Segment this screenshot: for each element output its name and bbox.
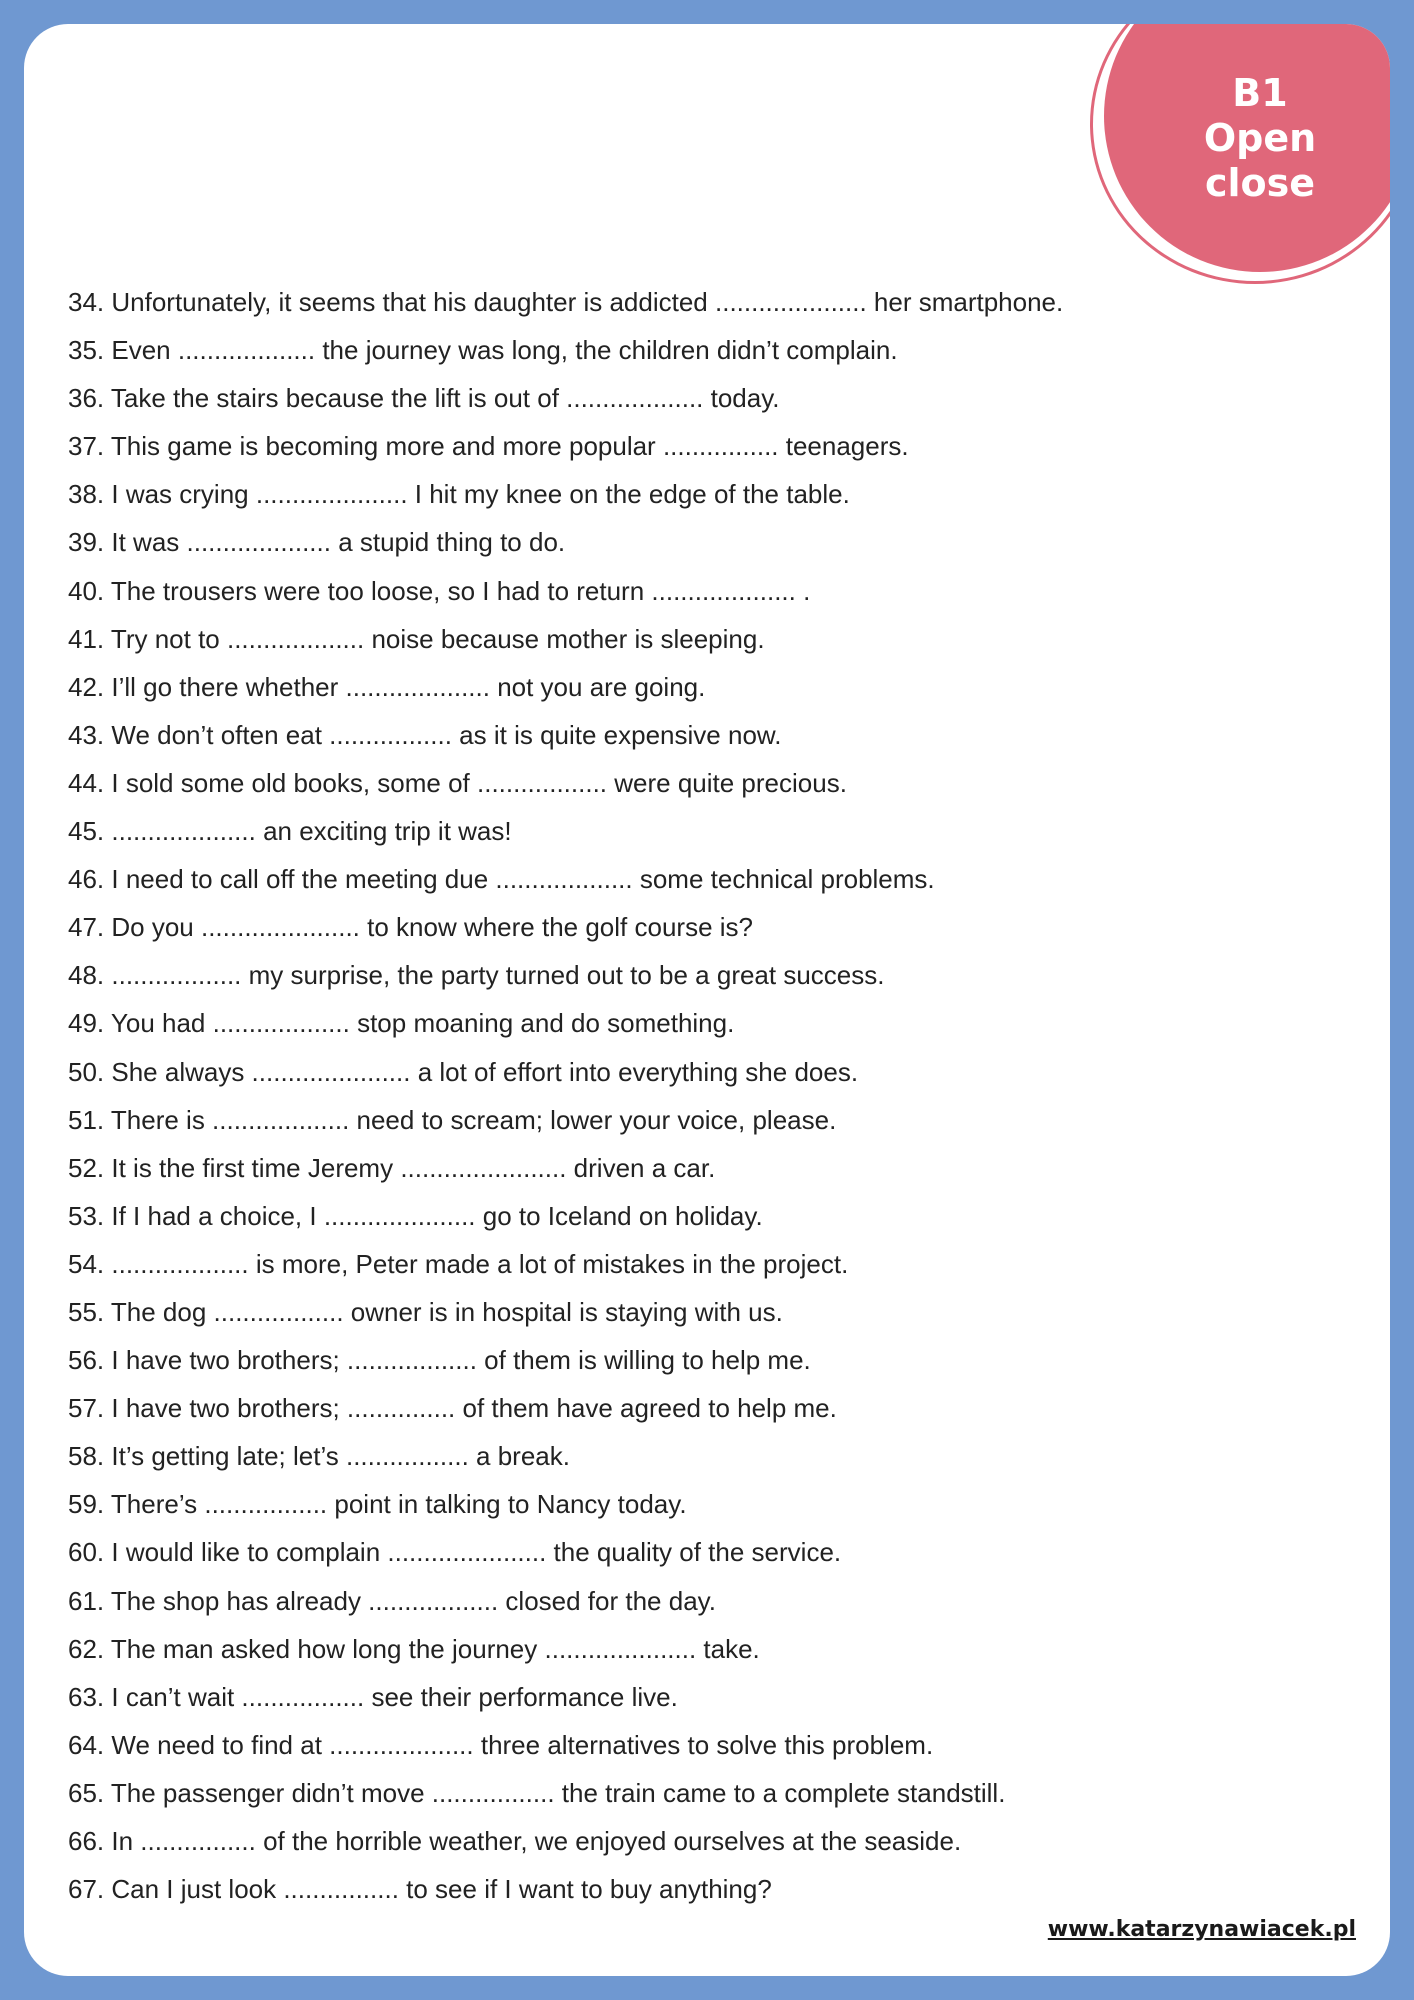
question-item: 60. I would like to complain ...................... the quality of the service. [68, 1537, 842, 1568]
question-item: 56. I have two brothers; .................. of them is willing to help me. [68, 1345, 811, 1376]
question-item: 40. The trousers were too loose, so I had to return .................... . [68, 575, 811, 606]
website-link[interactable]: www.katarzynawiacek.pl [1047, 1917, 1356, 1942]
question-item: 35. Even ................... the journey was long, the children didn’t complain. [68, 335, 898, 366]
question-item: 63. I can’t wait ................. see their performance live. [68, 1681, 678, 1712]
question-item: 45. .................... an exciting trip it was! [68, 816, 512, 847]
worksheet-page [24, 24, 1390, 1976]
question-item: 51. There is ................... need to scream; lower your voice, please. [68, 1104, 837, 1135]
question-item: 59. There’s ................. point in talking to Nancy today. [68, 1489, 687, 1520]
question-item: 44. I sold some old books, some of .................. were quite precious. [68, 767, 847, 798]
question-item: 53. If I had a choice, I ..................... go to Iceland on holiday. [68, 1200, 763, 1231]
question-item: 46. I need to call off the meeting due ................... some technical problems. [68, 864, 935, 895]
question-item: 47. Do you ...................... to know where the golf course is? [68, 912, 753, 943]
question-item: 58. It’s getting late; let’s ................. a break. [68, 1441, 570, 1472]
question-item: 67. Can I just look ................ to see if I want to buy anything? [68, 1874, 772, 1905]
question-item: 54. ................... is more, Peter made a lot of mistakes in the project. [68, 1248, 849, 1279]
question-item: 38. I was crying ..................... I hit my knee on the edge of the table. [68, 479, 850, 510]
question-item: 49. You had ................... stop moaning and do something. [68, 1008, 735, 1039]
question-item: 42. I’ll go there whether .................... not you are going. [68, 671, 706, 702]
badge-line-1: Open [1203, 116, 1317, 160]
question-item: 50. She always ...................... a lot of effort into everything she does. [68, 1056, 859, 1087]
question-item: 36. Take the stairs because the lift is out of ................... today. [68, 383, 780, 414]
question-item: 57. I have two brothers; ............... of them have agreed to help me. [68, 1393, 837, 1424]
question-item: 64. We need to find at .................... three alternatives to solve this problem. [68, 1729, 934, 1760]
badge-level: B1 [1232, 71, 1288, 115]
badge-line-2: close [1204, 161, 1316, 205]
question-item: 37. This game is becoming more and more popular ................ teenagers. [68, 431, 909, 462]
question-item: 39. It was .................... a stupid thing to do. [68, 527, 566, 558]
question-item: 55. The dog .................. owner is in hospital is staying with us. [68, 1296, 783, 1327]
question-item: 52. It is the first time Jeremy ....................... driven a car. [68, 1152, 716, 1183]
question-item: 62. The man asked how long the journey ..................... take. [68, 1633, 760, 1664]
question-item: 66. In ................ of the horrible weather, we enjoyed ourselves at the seaside. [68, 1826, 962, 1856]
question-list [68, 278, 1063, 1913]
question-item: 43. We don’t often eat ................. as it is quite expensive now. [68, 719, 782, 750]
question-item: 34. Unfortunately, it seems that his daughter is addicted ..................... her smartphone. [68, 287, 1064, 317]
question-item: 41. Try not to ................... noise because mother is sleeping. [68, 623, 765, 654]
question-item: 48. .................. my surprise, the party turned out to be a great success. [68, 960, 885, 991]
question-item: 61. The shop has already .................. closed for the day. [68, 1585, 716, 1616]
question-item: 65. The passenger didn’t move ................. the train came to a complete standstill. [68, 1777, 1006, 1808]
